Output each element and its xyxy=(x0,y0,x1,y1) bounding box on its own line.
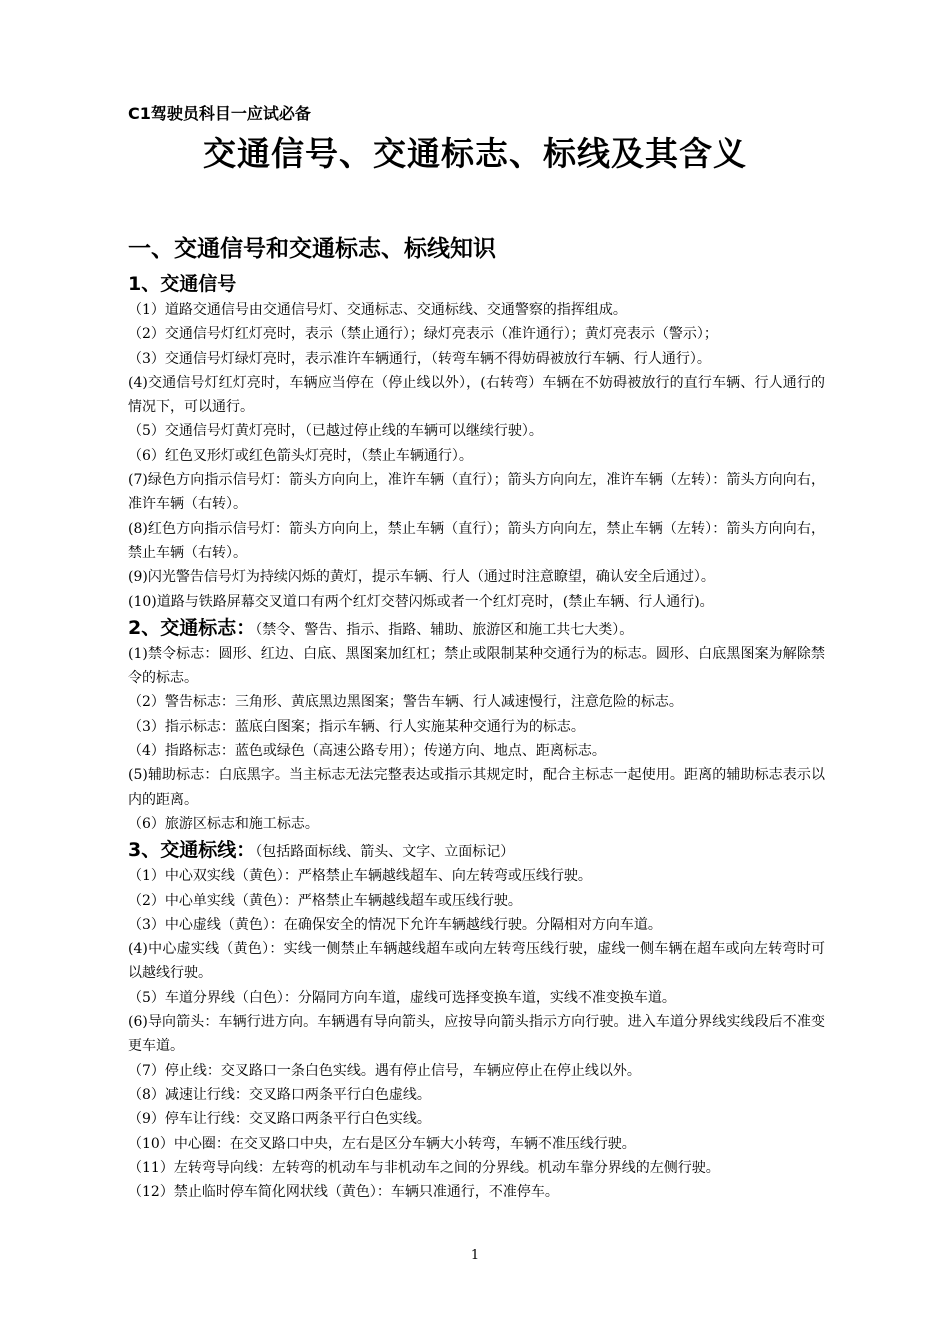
page-number: 1 xyxy=(470,1248,480,1263)
markings-item: （1）中心双实线（黄色）：严格禁止车辆越线超车、向左转弯或压线行驶。 xyxy=(128,868,592,885)
signs-heading-note: （禁令、警告、指示、指路、辅助、旅游区和施工共七大类）。 xyxy=(255,621,634,638)
markings-item: （12）禁止临时停车简化网状线（黄色）：车辆只准通行，不准停车。 xyxy=(128,1184,559,1201)
markings-item: （5）车道分界线（白色）：分隔同方向车道，虚线可选择变换车道，实线不准变换车道。 xyxy=(128,989,676,1006)
signs-heading xyxy=(128,614,825,642)
signals-item: (10)道路与铁路屏幕交叉道口有两个红灯交替闪烁或者一个红灯亮时，(禁止车辆、行人通行)。 xyxy=(128,593,714,610)
markings-item: （7）停止线：交叉路口一条白色实线。遇有停止信号，车辆应停止在停止线以外。 xyxy=(128,1062,641,1079)
signals-item: （6）红色叉形灯或红色箭头灯亮时，（禁止车辆通行）。 xyxy=(128,447,473,464)
signs-item: （3）指示标志：蓝底白图案；指示车辆、行人实施某种交通行为的标志。 xyxy=(128,718,585,735)
signs-item: （4）指路标志：蓝色或绿色（高速公路专用）；传递方向、地点、距离标志。 xyxy=(128,743,606,760)
signals-item: (4)交通信号灯红灯亮时，车辆应当停在（停止线以外），(右转弯）车辆在不妨碍被放行的直行车辆、行人通行的情况下，可以通行。 xyxy=(128,374,825,416)
markings-item: （3）中心虚线（黄色）：在确保安全的情况下允许车辆越线行驶。分隔相对方向车道。 xyxy=(128,916,662,933)
signs-item: （6）旅游区标志和施工标志。 xyxy=(128,815,319,832)
signals-item: （3）交通信号灯绿灯亮时，表示准许车辆通行，（转弯车辆不得妨碍被放行车辆、行人通行）。 xyxy=(128,350,711,367)
signs-item: （2）警告标志：三角形、黄底黑边黑图案；警告车辆、行人减速慢行，注意危险的标志。 xyxy=(128,694,683,711)
signs-heading-label: 2、交通标志： xyxy=(128,616,256,639)
markings-item: (6)导向箭头：车辆行进方向。车辆遇有导向箭头，应按导向箭头指示方向行驶。进入车道分界线实线段后不准变更车道。 xyxy=(128,1014,825,1055)
markings-heading xyxy=(128,836,825,864)
signs-item: (5)辅助标志：白底黑字。当主标志无法完整表达或指示其规定时，配合主标志一起使用。距离的辅助标志表示以内的距离。 xyxy=(128,767,825,808)
signals-item: （5）交通信号灯黄灯亮时，（已越过停止线的车辆可以继续行驶）。 xyxy=(128,423,543,440)
markings-item: （8）减速让行线：交叉路口两条平行白色虚线。 xyxy=(128,1086,431,1103)
markings-heading-label: 3、交通标线： xyxy=(128,839,256,862)
document-subtitle: C1驾驶员科目一应试必备 xyxy=(128,104,311,123)
markings-item: （2）中心单实线（黄色）：严格禁止车辆越线超车或压线行驶。 xyxy=(128,892,522,909)
signals-item: （2）交通信号灯红灯亮时，表示（禁止通行）；绿灯亮表示（准许通行）；黄灯亮表示（警示）； xyxy=(128,326,718,343)
markings-item: （11）左转弯导向线：左转弯的机动车与非机动车之间的分界线。机动车靠分界线的左侧行驶。 xyxy=(128,1159,720,1176)
signals-item: (7)绿色方向指示信号灯：箭头方向向上，准许车辆（直行）；箭头方向向左，准许车辆（左转）：箭头方向向右，准许车辆（右转）。 xyxy=(128,472,825,513)
markings-heading-note: （包括路面标线、箭头、文字、立面标记） xyxy=(255,844,515,861)
document-body xyxy=(128,270,825,1204)
signals-item: (9)闪光警告信号灯为持续闪烁的黄灯，提示车辆、行人（通过时注意瞭望，确认安全后通过）。 xyxy=(128,569,715,586)
markings-item: （9）停车让行线：交叉路口两条平行白色实线。 xyxy=(128,1111,431,1128)
signals-item: （1）道路交通信号由交通信号灯、交通标志、交通标线、交通警察的指挥组成。 xyxy=(128,302,627,318)
section-1-heading: 一、交通信号和交通标志、标线知识 xyxy=(128,236,496,262)
markings-item: (4)中心虚实线（黄色）：实线一侧禁止车辆越线超车或向左转弯压线行驶，虚线一侧车辆在超车或向左转弯时可以越线行驶。 xyxy=(128,941,825,982)
signs-item: (1)禁令标志：圆形、红边、白底、黑图案加红杠；禁止或限制某种交通行为的标志。圆形、白底黑图案为解除禁令的标志。 xyxy=(128,645,825,687)
signals-item: (8)红色方向指示信号灯：箭头方向向上，禁止车辆（直行）；箭头方向向左，禁止车辆（左转）：箭头方向向右，禁止车辆（右转）。 xyxy=(128,520,825,561)
markings-item: （10）中心圈：在交叉路口中央，左右是区分车辆大小转弯，车辆不准压线行驶。 xyxy=(128,1135,636,1152)
document-title: 交通信号、交通标志、标线及其含义 xyxy=(203,134,747,173)
signals-heading: 1、交通信号 xyxy=(128,273,237,295)
